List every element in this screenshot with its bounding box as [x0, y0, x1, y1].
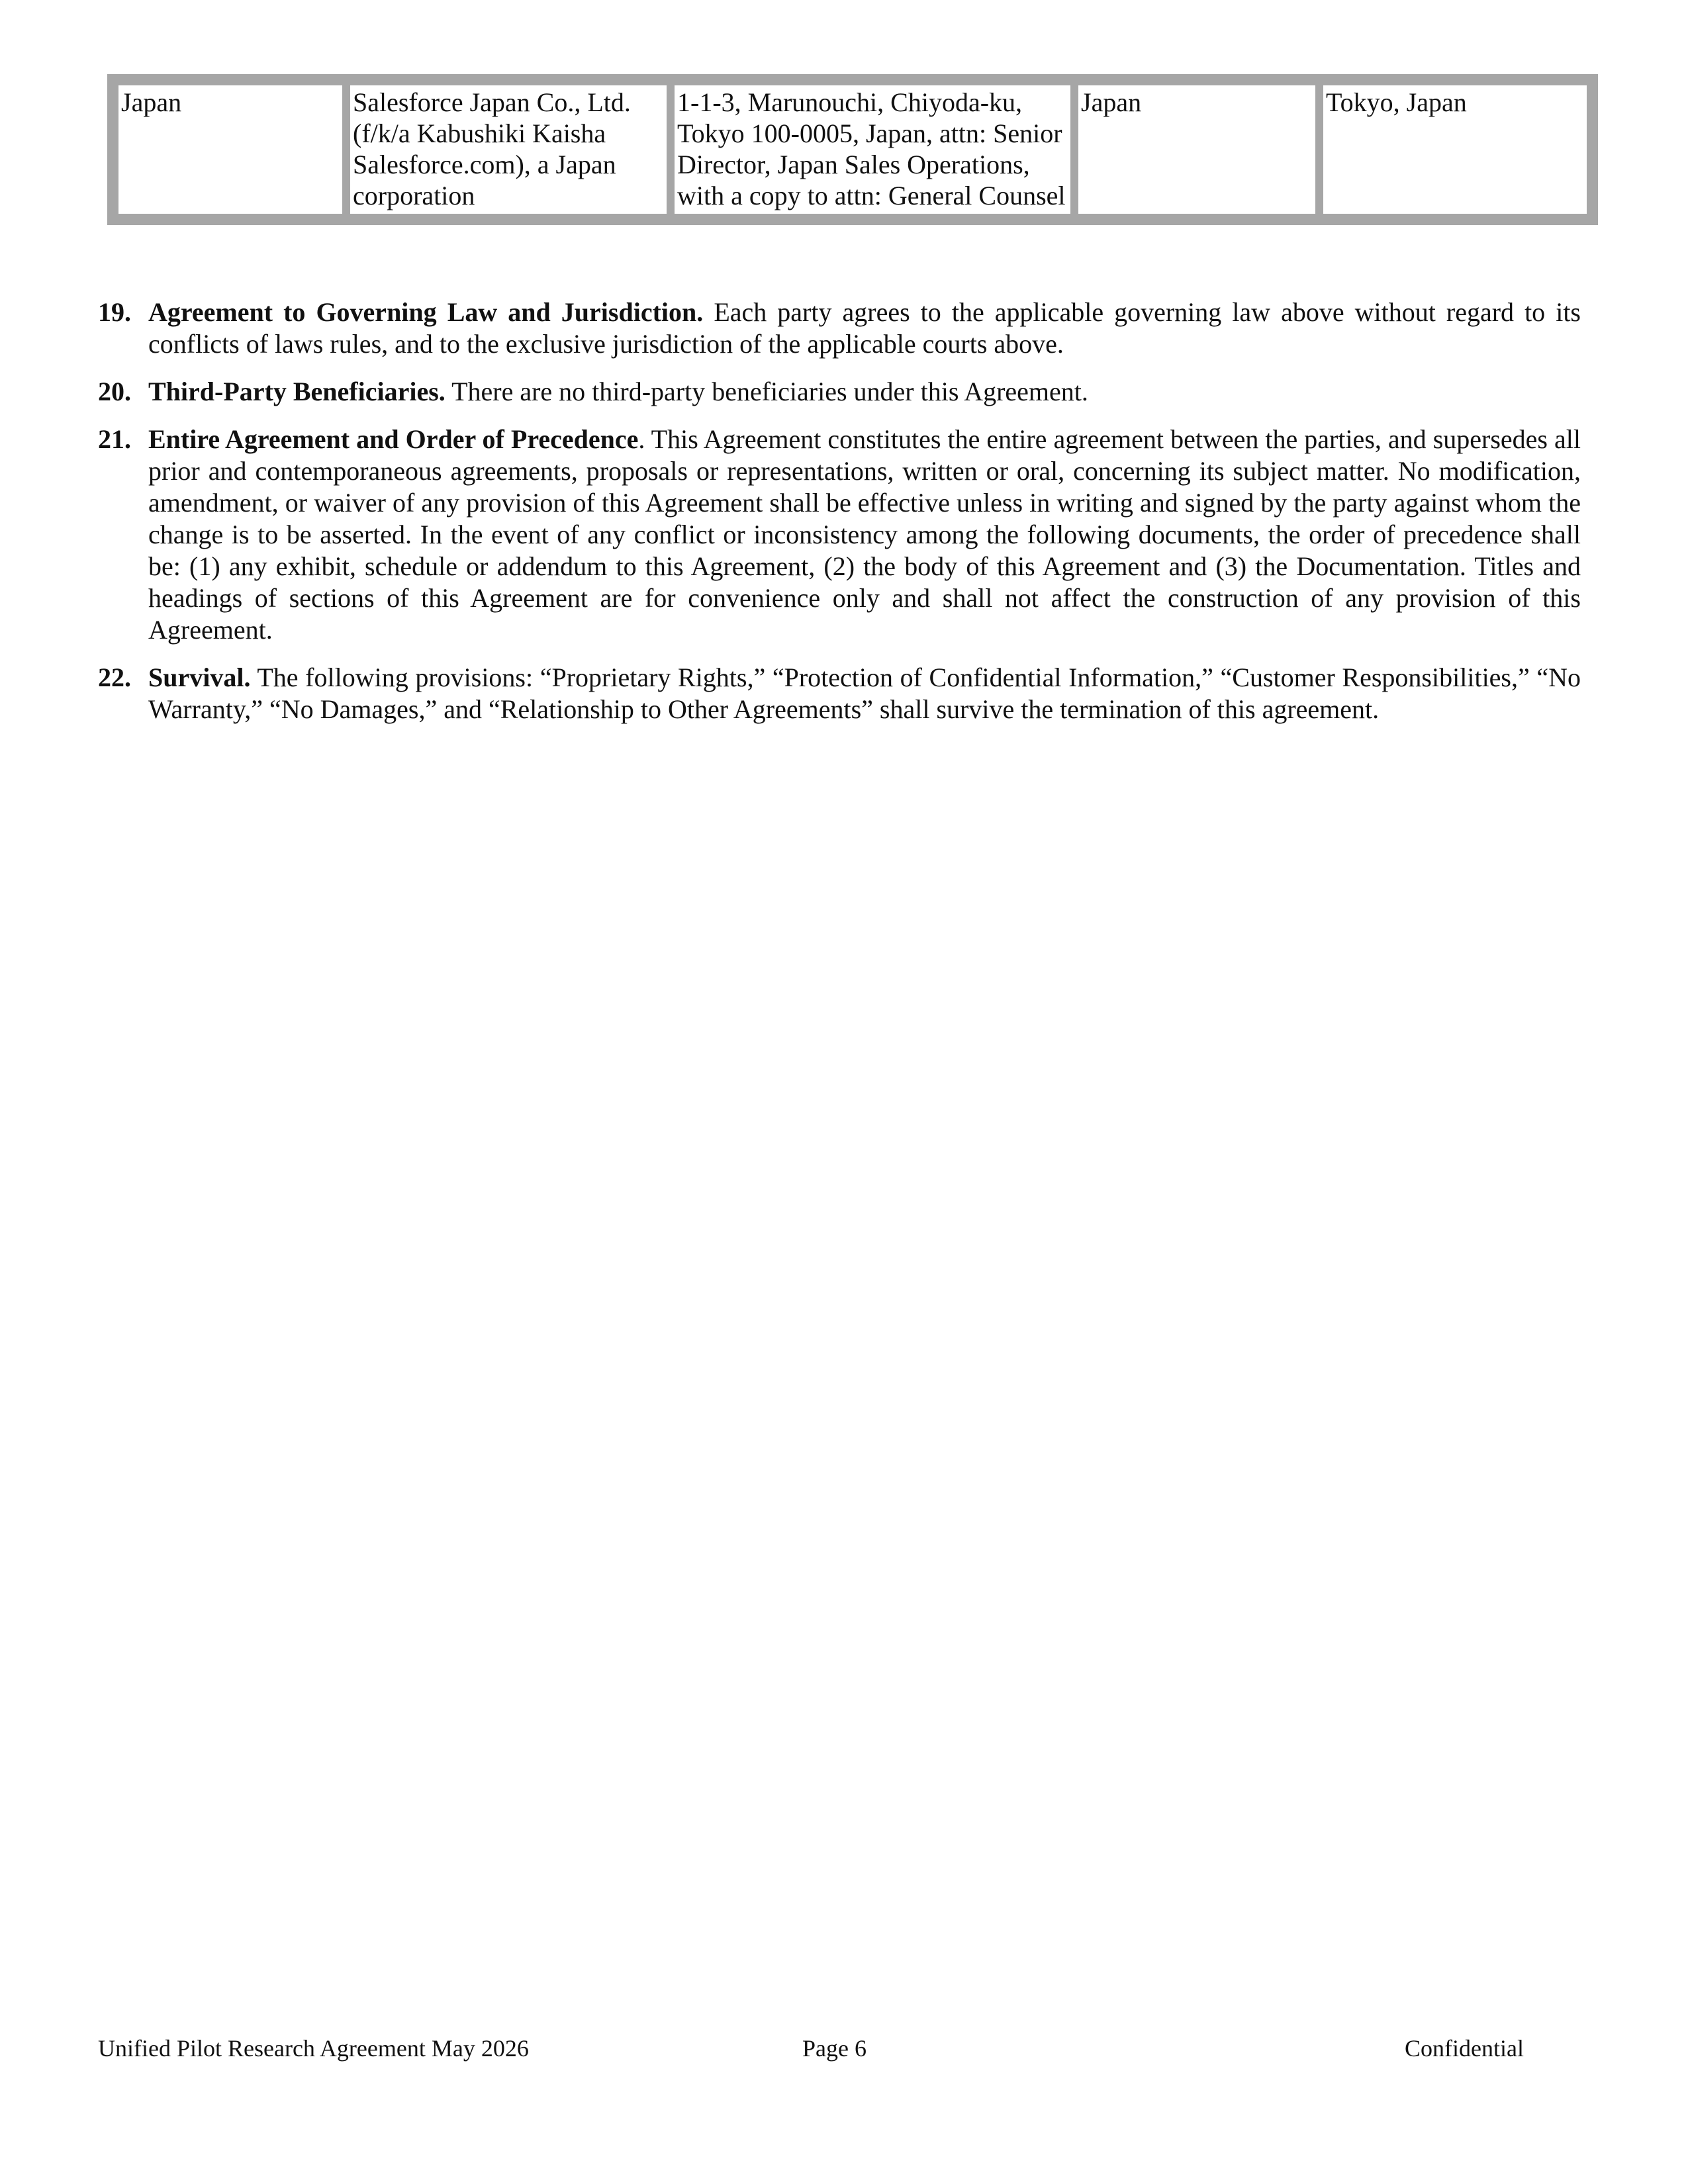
cell-country	[117, 83, 344, 216]
clause-number: 19.	[98, 297, 131, 327]
clause-title: Third-Party Beneficiaries.	[148, 377, 445, 406]
cell-country-text: Japan	[121, 87, 182, 117]
clause-body: There are no third-party beneficiaries under this Agreement.	[445, 377, 1088, 406]
clause-22	[98, 662, 1581, 725]
clause-title: Agreement to Governing Law and Jurisdiction.	[148, 297, 704, 327]
table-row	[117, 83, 1589, 216]
clause-list	[98, 296, 1581, 741]
clause-title: Entire Agreement and Order of Precedence	[148, 424, 639, 454]
cell-courts-text: Tokyo, Japan	[1326, 87, 1467, 117]
entity-table	[107, 74, 1598, 225]
clause-21	[98, 424, 1581, 646]
clause-20	[98, 376, 1581, 408]
cell-governing-law	[1076, 83, 1317, 216]
clause-number: 21.	[98, 424, 131, 454]
clause-body: Each party agrees to the applicable governing law above without regard to its conflicts of laws rules, and to the exclusive jurisdiction of the applicable courts above.	[148, 297, 1581, 359]
cell-governing-law-text: Japan	[1081, 87, 1142, 117]
cell-entity-text: Salesforce Japan Co., Ltd. (f/k/a Kabushiki Kaisha Salesforce.com), a Japan corporation	[353, 87, 631, 210]
cell-entity	[348, 83, 669, 216]
clause-number: 20.	[98, 377, 131, 406]
cell-notice-address	[673, 83, 1072, 216]
clause-body: The following provisions: “Proprietary Rights,” “Protection of Confidential Information,” “Customer Responsibilities,” “No Warranty,” “No Damages,” and “Relationship to Other Agreements” shall survive the termination of this agreement.	[148, 662, 1581, 724]
cell-notice-address-text: 1-1-3, Marunouchi, Chiyoda-ku, Tokyo 100-0005, Japan, attn: Senior Director, Japan Sales Operations, with a copy to attn: General Counsel	[677, 87, 1066, 210]
clause-title: Survival.	[148, 662, 251, 692]
cell-courts	[1321, 83, 1589, 216]
footer-document-title: Unified Pilot Research Agreement May 2026	[98, 2035, 529, 2062]
clause-number: 22.	[98, 662, 131, 692]
clause-body: . This Agreement constitutes the entire agreement between the parties, and supersedes all prior and contemporaneous agreements, proposals or representations, written or oral, concerning its subject matter. No modification, amendment, or waiver of any provision of this Agreement shall be effective unless in writing and signed by the party against whom the change is to be asserted. In the event of any conflict or inconsistency among the following documents, the order of precedence shall be: (1) any exhibit, schedule or addendum to this Agreement, (2) the body of this Agreement and (3) the Documentation. Titles and headings of sections of this Agreement are for convenience only and shall not affect the construction of any provision of this Agreement.	[148, 424, 1581, 645]
clause-19	[98, 296, 1581, 360]
footer-page-number: Page 6	[802, 2035, 867, 2062]
footer-confidential-label: Confidential	[1405, 2035, 1524, 2062]
